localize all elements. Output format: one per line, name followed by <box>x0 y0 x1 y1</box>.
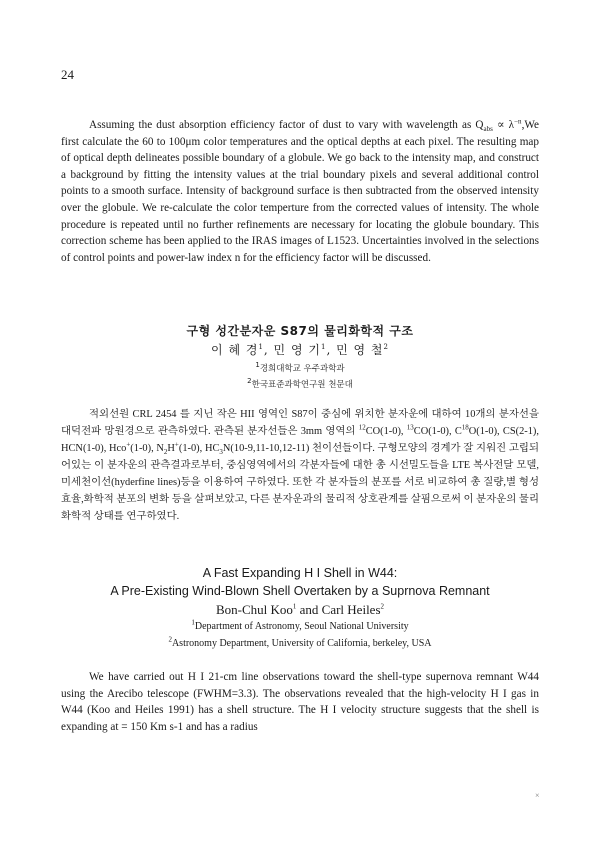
korean-aff-1-text: 경희대학교 우주과학과 <box>259 364 345 374</box>
ko-sup-1: 12 <box>358 423 366 432</box>
korean-author-1: 이 혜 경 <box>211 343 259 357</box>
english-author-2: and Carl Heiles <box>296 602 381 617</box>
english-aff-1-text: Department of Astronomy, Seoul National University <box>194 621 409 632</box>
korean-author-2-sup: 1 <box>320 343 327 351</box>
ko-sup-2: 13 <box>406 423 414 432</box>
scan-mark: × <box>535 791 540 800</box>
abstract-dust-paragraph <box>61 117 539 266</box>
korean-author-3-sup: 2 <box>383 343 389 351</box>
page-number: 24 <box>61 67 74 82</box>
abstract-sup-n: −n <box>514 117 522 126</box>
korean-affiliation-1 <box>0 362 600 374</box>
korean-authors <box>0 341 600 358</box>
abstract-text-a: Assuming the dust absorption efficiency factor of dust to vary with wavelength as Q <box>89 119 484 131</box>
ko-body-a: 적외선원 CRL 2454 를 지닌 작은 HII 영역인 S87이 중심에 위치한 분자운에 대하여 10개의 분자선을 대덕전파 망원경으로 관측하였다. 관측된 분자선들은 3mm 영역의 <box>61 409 539 437</box>
ko-sub-5: 2 <box>163 448 168 457</box>
korean-abstract-body <box>61 406 539 525</box>
korean-title: 구형 성간분자운 S87의 물리화학적 구조 <box>186 324 414 338</box>
english-title-line-1: A Fast Expanding H I Shell in W44: <box>202 566 398 580</box>
ko-body-g: (1-0), HC <box>178 443 220 454</box>
english-affiliation-2 <box>0 635 600 649</box>
ko-body-d: O(1-0), CS(2-1), HCN(1-0), Hco <box>61 426 539 454</box>
english-title-line-2: A Pre-Existing Wind-Blown Shell Overtaken by a Suprnova Remnant <box>110 584 490 598</box>
english-aff-1-sup: 1 <box>191 618 195 627</box>
ko-sup-3: 18 <box>461 423 469 432</box>
ko-sub-7: 3 <box>219 448 223 457</box>
ko-sup-4: + <box>126 440 131 449</box>
korean-author-3: , 민 영 철 <box>326 343 384 357</box>
english-abstract-body: We have carried out H I 21-cm line observations toward the shell-type supernova remnant W44 using the Arecibo telescope (FWHM=3.3). The observations revealed that the high-velocity H I gas in W44 (Koo and Heiles 1991) has a shell structure. The H I velocity structure suggests that the shell is expanding at = 150 Km s-1 and has a radius <box>61 671 539 733</box>
english-aff-2-text: Astronomy Department, University of California, berkeley, USA <box>171 638 432 649</box>
abstract-sub-abs: abs <box>483 125 493 134</box>
ko-body-b: CO(1-0), <box>365 426 407 437</box>
abstract-text-c: ,We first calculate the 60 to 100μm color temperatures and the optical depths at each pixel. The resulting map of optical depth delineates possible boundary of a globule. We go back to the intensity map, and construct a background by fitting the intensity values at the trial boundary pixels and several additional control points to a smooth surface. Intensity of background surface is then subtracted from the observed intensity over the globule. We re-calculate the color temperture from the corrected values of intensity. The whole procedure is repeated until no further refinements are necessary for locating the globule boundary. This correction scheme has been applied to the IRAS images of L1523. Uncertainties involved in the selections of control points and power-law index n for the efficiency factor will be discussed. <box>61 119 539 264</box>
korean-aff-2-sup: 2 <box>247 377 252 386</box>
korean-affiliation-2 <box>0 378 600 390</box>
abstract-text-b: ∝ λ <box>492 119 515 131</box>
ko-body-c: CO(1-0), C <box>413 426 462 437</box>
korean-aff-2-text: 한국표준과학연구원 천문대 <box>251 380 353 390</box>
english-aff-2-sup: 2 <box>168 635 172 644</box>
english-affiliation-1 <box>0 618 600 632</box>
ko-body-f: H <box>167 443 175 454</box>
english-author-1-sup: 1 <box>292 602 297 611</box>
korean-author-1-sup: 1 <box>258 343 264 351</box>
korean-aff-1-sup: 1 <box>255 361 260 370</box>
english-author-2-sup: 2 <box>380 602 385 611</box>
ko-body-h: N(10-9,11-10,12-11) 천이선들이다. 구형모양의 경계가 잘 지워진 고립되어있는 이 분자운의 관측결과로부터, 중심영역에서의 각분자들에 대한 총 시선밀도들을 LTE 복사전달 모델, 미세천이선(hyderfine lines)등을 이용하여 구하였다. 또한 각 분자들의 분포를 서로 비교하여 총 질량,별 형성 효율,화학적 분포의 변화 등을 살펴보았고, 다른 분자운과의 물리적 상호관계를 살핌으로써 이 분자운의 물리화학적 상태를 연구하였다. <box>61 443 540 522</box>
ko-body-e: (1-0), N <box>130 443 164 454</box>
korean-author-2: , 민 영 기 <box>263 343 321 357</box>
english-authors <box>0 602 600 618</box>
ko-sup-6: + <box>174 440 179 449</box>
english-author-1: Bon-Chul Koo <box>215 602 293 617</box>
